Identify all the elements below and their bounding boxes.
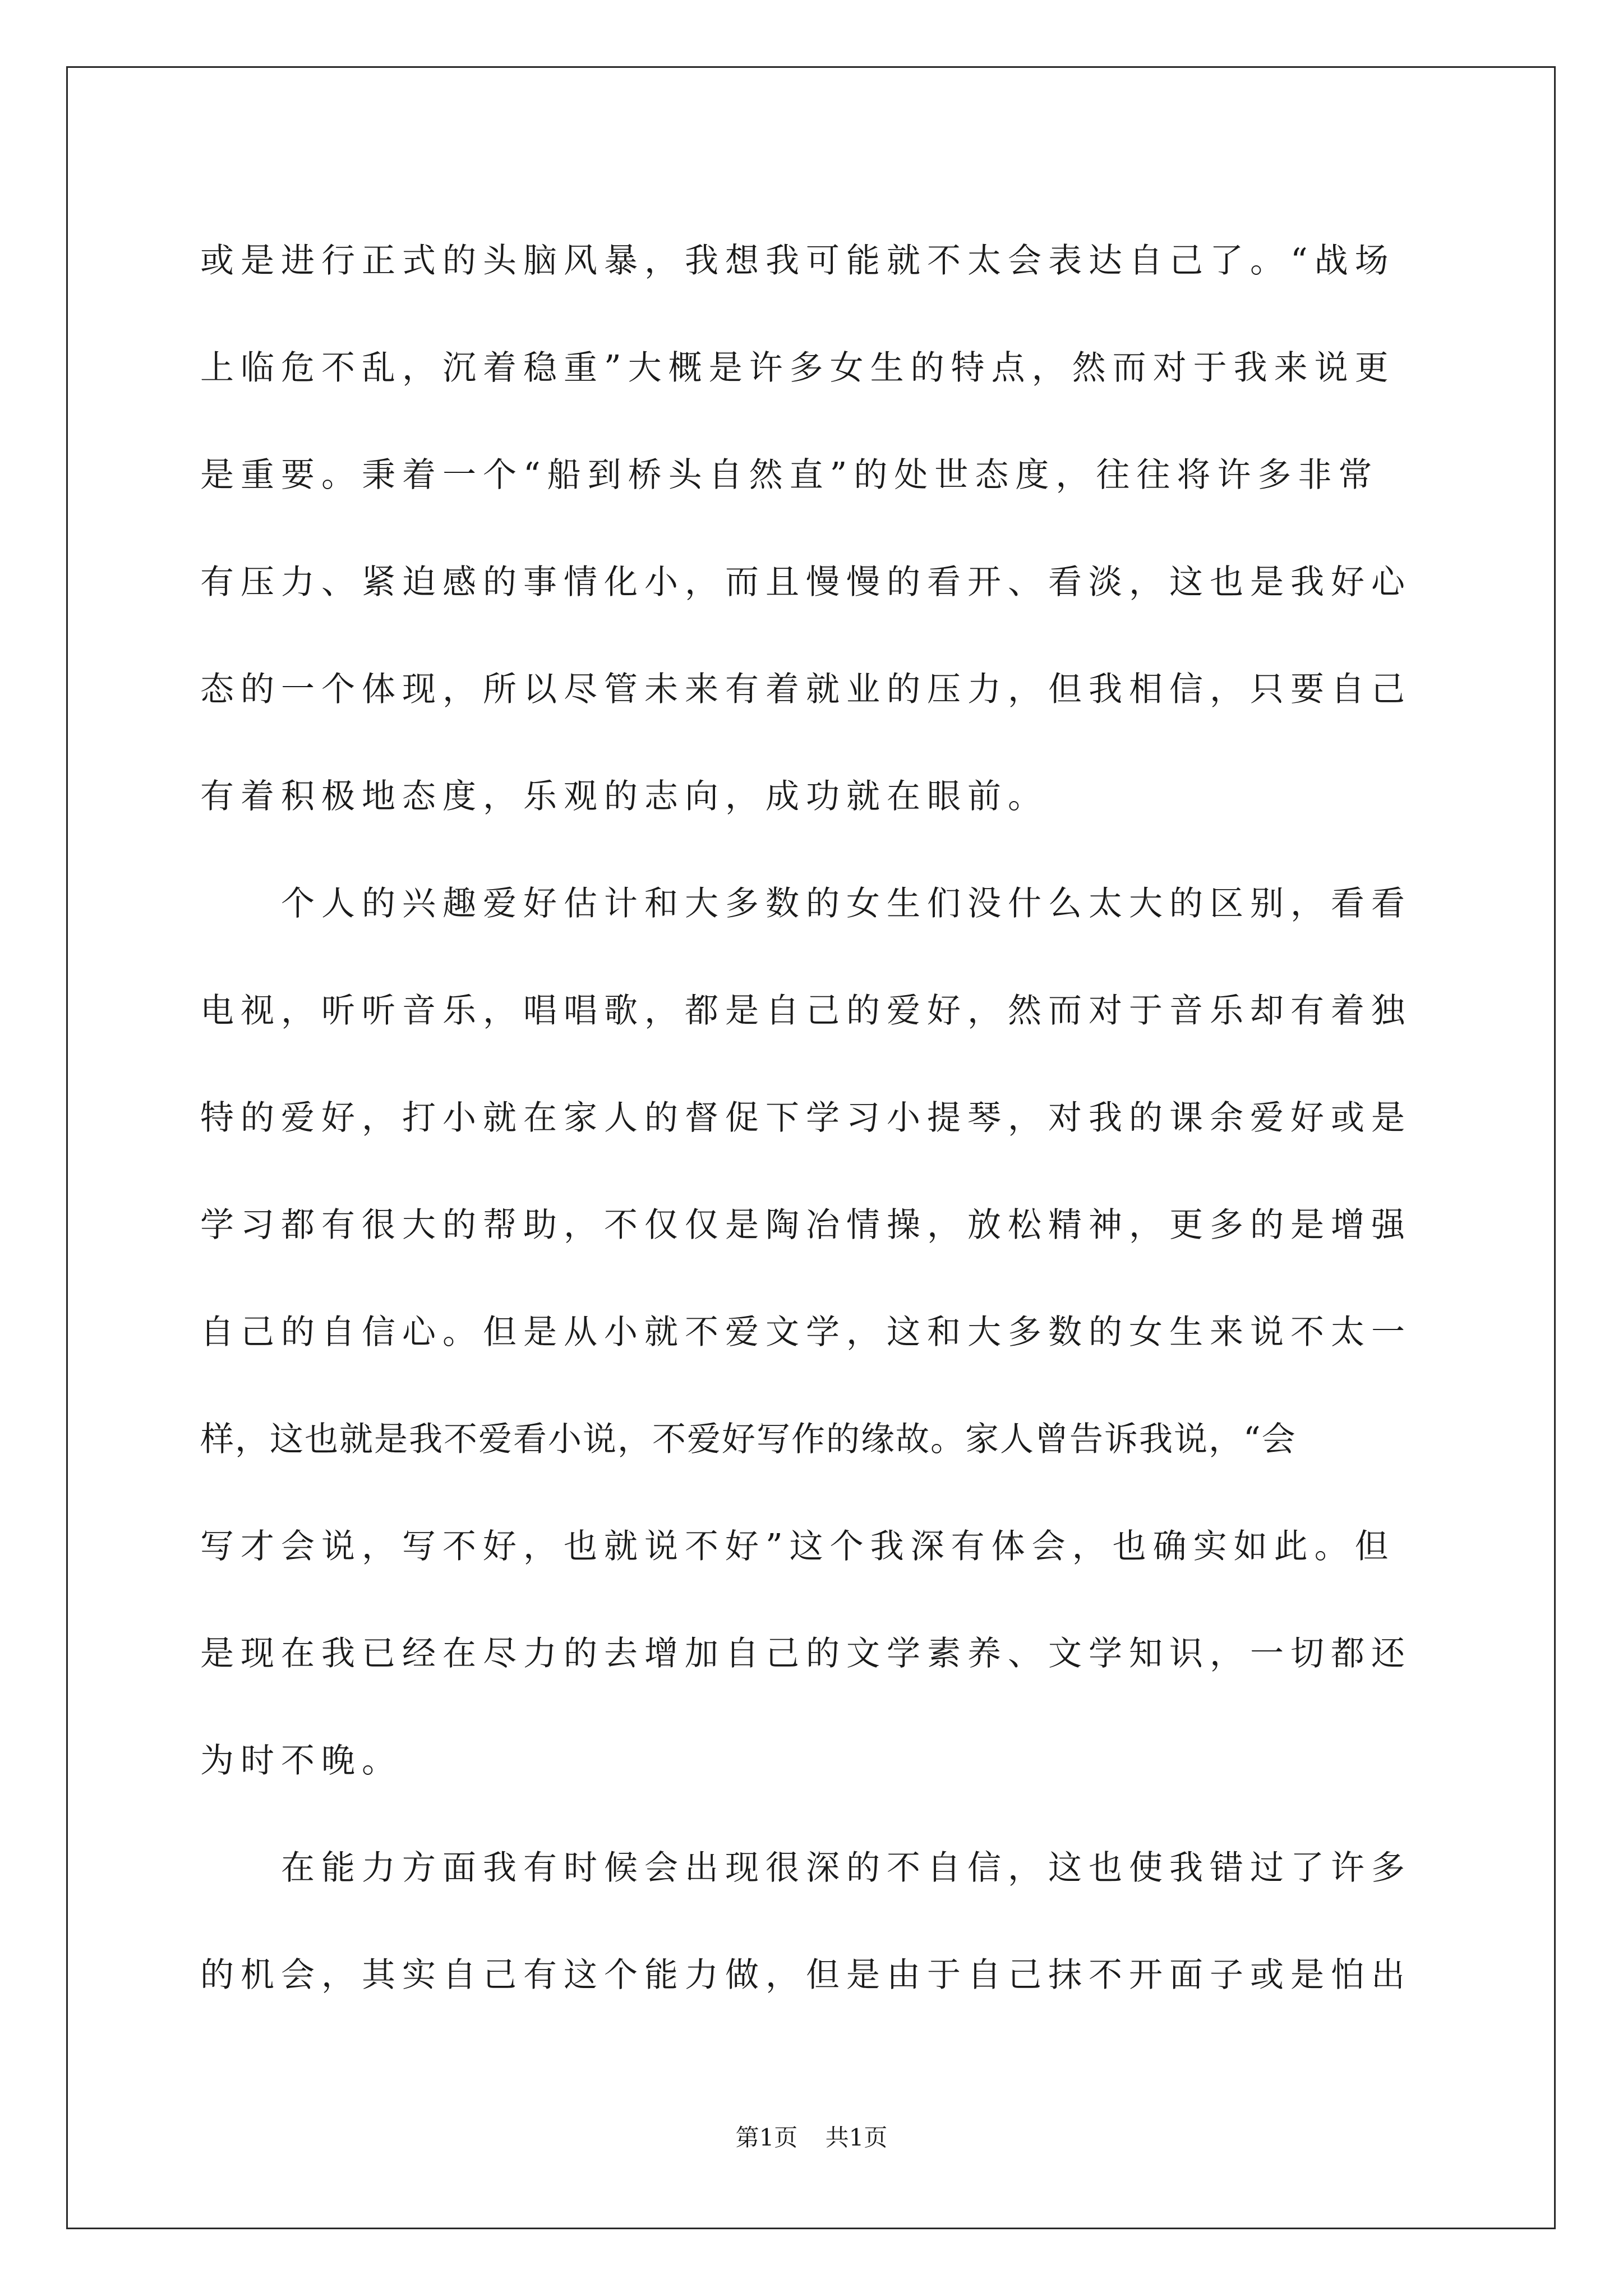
text-line: 电视，听听音乐，唱唱歌，都是自己的爱好，然而对于音乐却有着独 <box>200 991 1412 1030</box>
text-line: 是现在我已经在尽力的去增加自己的文学素养、文学知识，一切都还 <box>200 1634 1412 1673</box>
text-line: 自己的自信心。但是从小就不爱文学，这和大多数的女生来说不太一 <box>200 1313 1412 1352</box>
text-line: 为时不晚。 <box>200 1741 402 1780</box>
text-line: 写才会说，写不好，也就说不好”这个我深有体会，也确实如此。但 <box>200 1527 1395 1566</box>
page-total: 共1页 <box>825 2124 888 2151</box>
text-line: 样，这也就是我不爱看小说，不爱好写作的缘故。家人曾告诉我说，“会 <box>200 1420 1297 1459</box>
text-line: 态的一个体现，所以尽管未来有着就业的压力，但我相信，只要自己 <box>200 670 1412 709</box>
paragraph-first-line: 个人的兴趣爱好估计和大多数的女生们没什么太大的区别，看看 <box>281 884 1412 923</box>
document-body <box>200 208 1434 2029</box>
page-footer <box>0 2119 1623 2153</box>
text-line: 有着积极地态度，乐观的志向，成功就在眼前。 <box>200 777 1048 816</box>
text-line: 上临危不乱，沉着稳重”大概是许多女生的特点，然而对于我来说更 <box>200 348 1395 388</box>
text-line: 是重要。秉着一个“船到桥头自然直”的处世态度，往往将许多非常 <box>200 455 1379 495</box>
text-line: 的机会，其实自己有这个能力做，但是由于自己抹不开面子或是怕出 <box>200 1955 1412 1995</box>
text-line: 或是进行正式的头脑风暴，我想我可能就不太会表达自己了。“战场 <box>200 241 1395 280</box>
page-number: 第1页 <box>735 2124 798 2151</box>
paragraph-first-line: 在能力方面我有时候会出现很深的不自信，这也使我错过了许多 <box>281 1848 1412 1888</box>
text-line: 特的爱好，打小就在家人的督促下学习小提琴，对我的课余爱好或是 <box>200 1098 1412 1138</box>
text-line: 学习都有很大的帮助，不仅仅是陶冶情操，放松精神，更多的是增强 <box>200 1205 1412 1245</box>
text-line: 有压力、紧迫感的事情化小，而且慢慢的看开、看淡，这也是我好心 <box>200 563 1412 602</box>
